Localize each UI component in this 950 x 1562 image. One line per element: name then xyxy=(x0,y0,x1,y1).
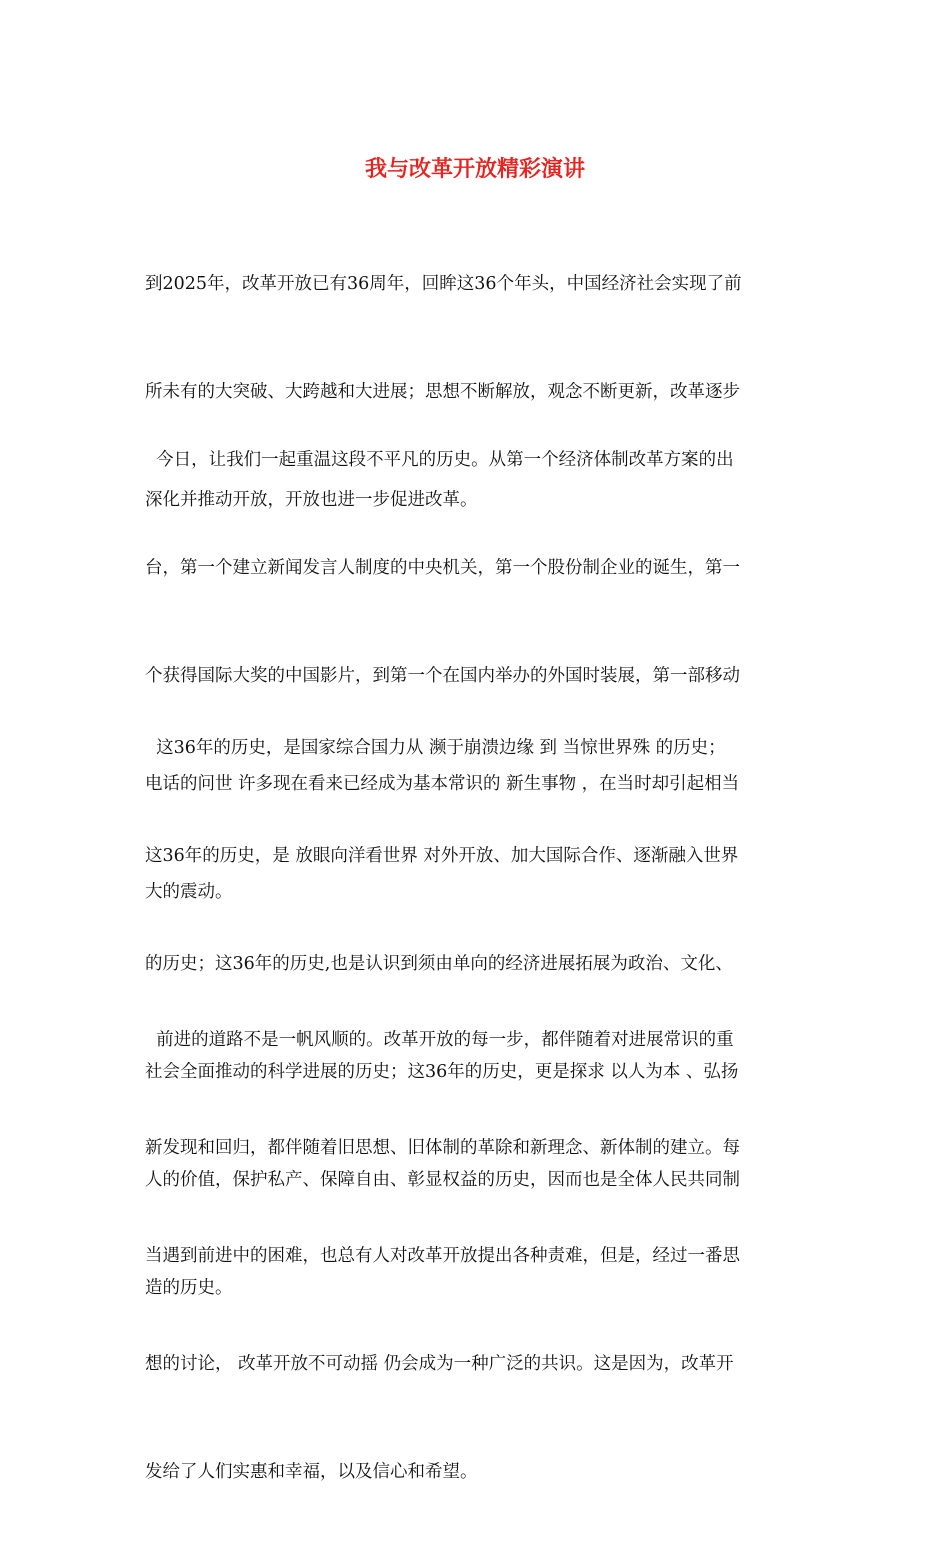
paragraph-line: 前进的道路不是一帆风顺的。改革开放的每一步，都伴随着对进展常识的重 xyxy=(145,1030,734,1050)
paragraph-line: 个获得国际大奖的中国影片，到第一个在国内举办的外国时装展，第一部移动 xyxy=(145,666,740,686)
paragraph-line: 台，第一个建立新闻发言人制度的中央机关，第一个股份制企业的诞生，第一 xyxy=(145,558,740,578)
paragraph-line: 大的震动。 xyxy=(145,882,233,902)
paragraph-line: 当遇到前进中的困难，也总有人对改革开放提出各种责难，但是，经过一番思 xyxy=(145,1246,740,1266)
paragraph-line: 所未有的大突破、大跨越和大进展；思想不断解放，观念不断更新，改革逐步 xyxy=(145,382,740,402)
paragraph-line: 的历史；这36年的历史,也是认识到须由单向的经济进展拓展为政治、文化、 xyxy=(145,954,733,974)
paragraph-line: 深化并推动开放，开放也进一步促进改革。 xyxy=(145,490,478,510)
paragraph-line: 人的价值，保护私产、保障自由、彰显权益的历史，因而也是全体人民共同制 xyxy=(145,1170,740,1190)
paragraph-line: 电话的问世 许多现在看来已经成为基本常识的 新生事物 ，在当时却引起相当 xyxy=(145,774,740,794)
paragraph-line: 新发现和回归，都伴随着旧思想、旧体制的革除和新理念、新体制的建立。每 xyxy=(145,1138,740,1158)
paragraph-4 xyxy=(145,950,810,1562)
paragraph-line: 想的讨论， 改革开放不可动摇 仍会成为一种广泛的共识。这是因为，改革开 xyxy=(145,1354,734,1374)
paragraph-line: 这36年的历史，是 放眼向洋看世界 对外开放、加大国际合作、逐渐融入世界 xyxy=(145,846,739,866)
paragraph-line: 这36年的历史，是国家综合国力从 濒于崩溃边缘 到 当惊世界殊 的历史； xyxy=(145,738,726,758)
paragraph-line: 今日，让我们一起重温这段不平凡的历史。从第一个经济体制改革方案的出 xyxy=(145,450,734,470)
paragraph-line: 发给了人们实惠和幸福，以及信心和希望。 xyxy=(145,1462,478,1482)
paragraph-line: 到2025年，改革开放已有36周年，回眸这36个年头，中国经济社会实现了前 xyxy=(145,274,742,294)
document-title: 我与改革开放精彩演讲 xyxy=(364,156,585,182)
paragraph-line: 社会全面推动的科学进展的历史；这36年的历史，更是探求 以人为本 、弘扬 xyxy=(145,1062,739,1082)
paragraph-line: 造的历史。 xyxy=(145,1278,233,1298)
